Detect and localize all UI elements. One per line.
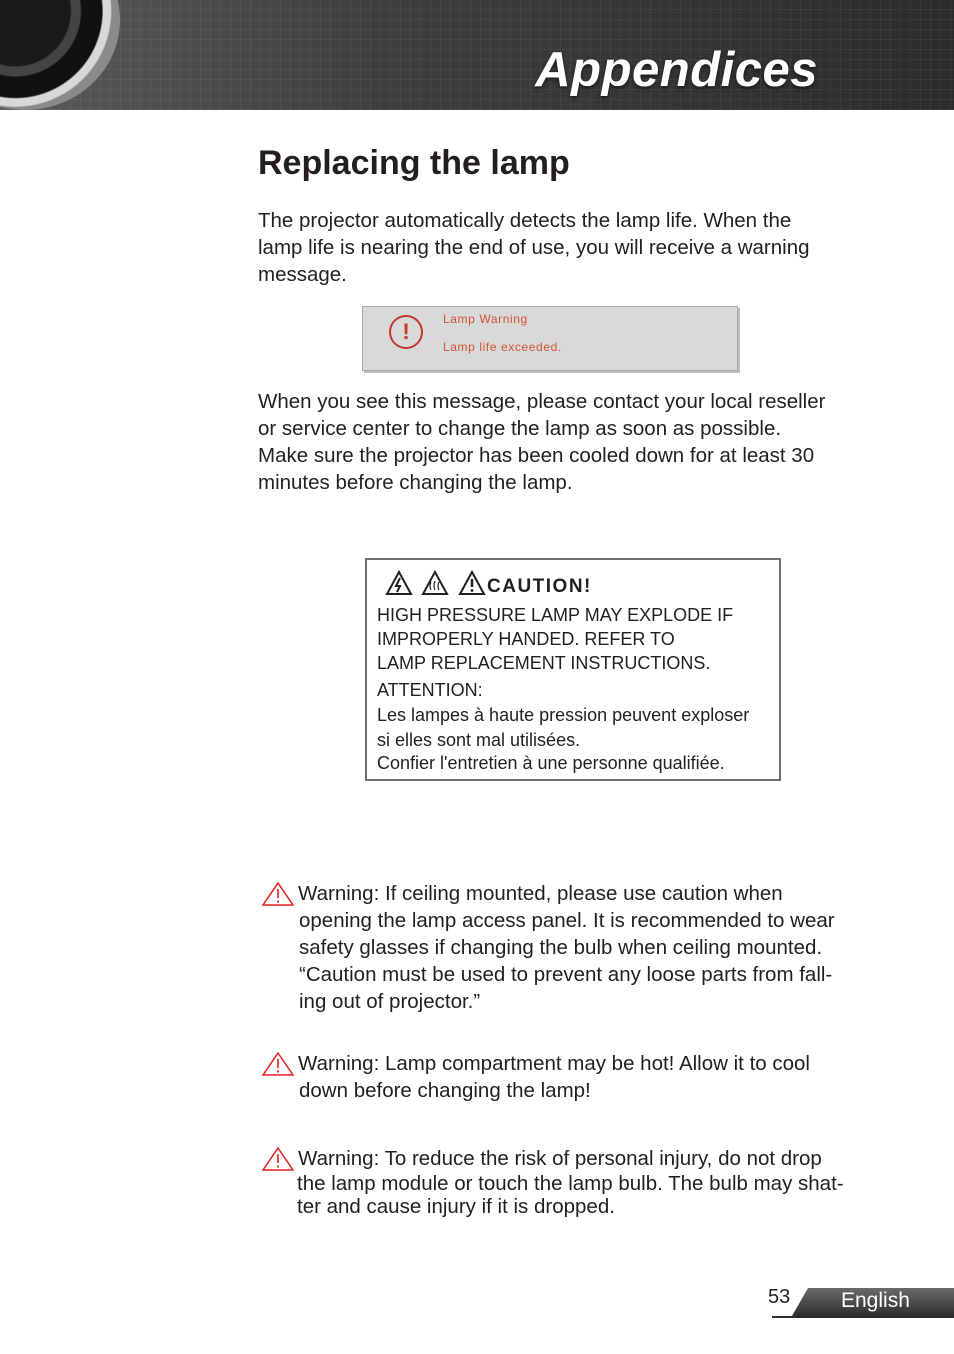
warning-icon <box>262 882 294 906</box>
text-line: Make sure the projector has been cooled down for at least 30 <box>258 444 815 467</box>
warning-text: down before changing the lamp! <box>299 1079 591 1102</box>
warning-text: “Caution must be used to prevent any loose parts from fall- <box>299 963 833 986</box>
warning-note <box>262 1050 902 1104</box>
lens-graphic <box>0 0 120 110</box>
text-line: When you see this message, please contact your local reseller <box>258 390 826 413</box>
text-line: minutes before changing the lamp. <box>258 471 573 494</box>
warning-text: Warning: To reduce the risk of personal injury, do not drop <box>298 1147 822 1170</box>
osd-message: Lamp life exceeded. <box>443 340 562 354</box>
warning-triangle-icon <box>458 570 486 596</box>
chapter-title: Appendices <box>535 43 818 97</box>
caution-line: ATTENTION: <box>377 680 483 700</box>
caution-line: Les lampes à haute pression peuvent exploser <box>377 705 750 725</box>
warning-text: opening the lamp access panel. It is recommended to wear <box>299 909 835 932</box>
caution-label <box>365 558 781 781</box>
intro-paragraph <box>258 207 898 288</box>
warning-text: the lamp module or touch the lamp bulb. The bulb may shat- <box>297 1172 844 1195</box>
caution-line: IMPROPERLY HANDED. REFER TO <box>377 629 675 649</box>
warning-text: Warning: If ceiling mounted, please use caution when <box>298 882 783 905</box>
language-label: English <box>841 1289 910 1312</box>
warning-note <box>262 1145 902 1218</box>
caution-line: LAMP REPLACEMENT INSTRUCTIONS. <box>377 653 711 673</box>
warning-icon <box>262 1147 294 1171</box>
high-voltage-icon <box>385 570 413 596</box>
exclamation-icon: ! <box>389 315 423 349</box>
header-banner <box>0 0 954 110</box>
page-number: 53 <box>768 1286 791 1308</box>
hot-surface-icon <box>421 570 449 596</box>
text-line: The projector automatically detects the lamp life. When the <box>258 209 792 232</box>
caution-icons <box>385 570 490 596</box>
caution-heading: CAUTION! <box>487 576 592 597</box>
footer-divider <box>772 1316 954 1318</box>
section-title: Replacing the lamp <box>258 144 570 182</box>
warning-text: ing out of projector.” <box>299 990 481 1013</box>
caution-line: Confier l'entretien à une personne qualifiée. <box>377 753 725 773</box>
lamp-warning-osd <box>362 306 738 371</box>
osd-title: Lamp Warning <box>443 312 528 326</box>
warning-text: Warning: Lamp compartment may be hot! Allow it to cool <box>298 1052 810 1075</box>
caution-line: si elles sont mal utilisées. <box>377 730 581 750</box>
text-line: message. <box>258 263 347 286</box>
warning-text: ter and cause injury if it is dropped. <box>297 1195 615 1218</box>
warning-icon <box>262 1052 294 1076</box>
instruction-paragraph <box>258 388 898 496</box>
warning-note <box>262 880 902 1015</box>
caution-line: HIGH PRESSURE LAMP MAY EXPLODE IF <box>377 605 734 625</box>
warning-text: safety glasses if changing the bulb when ceiling mounted. <box>299 936 823 959</box>
text-line: or service center to change the lamp as soon as possible. <box>258 417 782 440</box>
text-line: lamp life is nearing the end of use, you will receive a warning <box>258 236 810 259</box>
